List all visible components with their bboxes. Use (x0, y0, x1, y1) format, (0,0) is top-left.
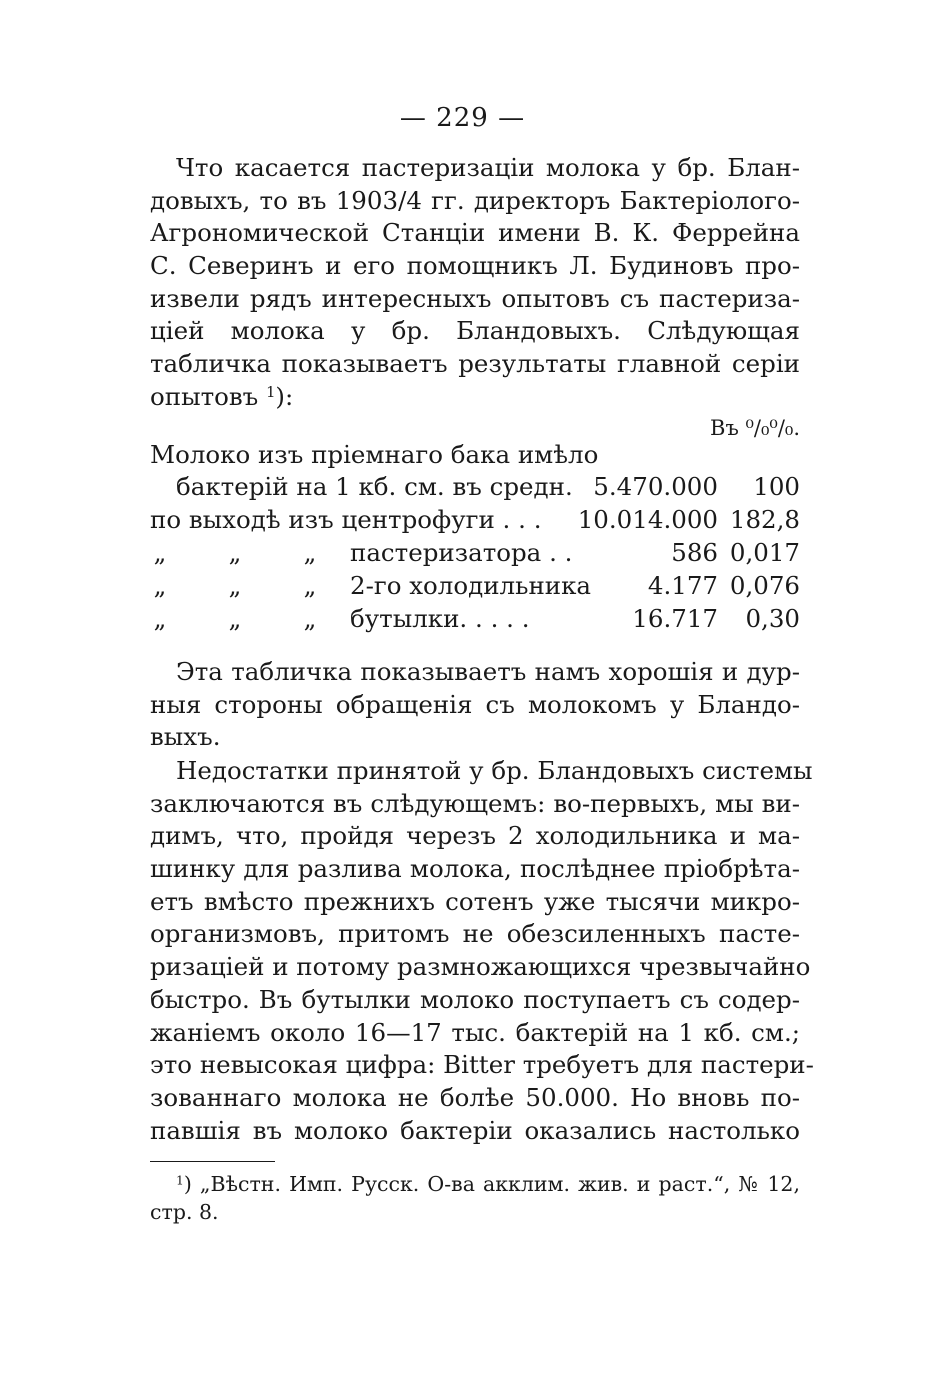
table-row (150, 604, 800, 636)
text-line: ризаціей и потому размножающихся чрезвычайно (150, 952, 811, 982)
footnote-line (150, 1170, 800, 1198)
bacteria-count: 586 (671, 538, 718, 567)
percent-value: 0,017 (729, 538, 800, 567)
ditto-mark: „ (303, 538, 317, 567)
text-fragment: ): (275, 381, 294, 411)
text-fragment: опытовъ (150, 381, 259, 411)
text-line: организмовъ, притомъ не обезсиленныхъ пасте- (150, 919, 800, 949)
bacteria-count: 5.470.000 (593, 472, 718, 501)
row-label: по выходѣ изъ центрофуги . . . (150, 505, 542, 534)
percent-value: 0,30 (745, 604, 800, 633)
row-label: пастеризатора . . (350, 538, 573, 567)
text-line: шинку для разлива молока, послѣднее пріобрѣта- (150, 854, 800, 884)
text-line: извели рядъ интересныхъ опытовъ съ пастериза- (150, 283, 800, 313)
row-label: бутылки. . . . . (350, 604, 530, 633)
ditto-mark: „ (303, 571, 317, 600)
row-label: бактерій на 1 кб. см. въ средн. (176, 472, 573, 501)
percent-value: 182,8 (729, 505, 800, 534)
text-line: павшія въ молоко бактеріи оказались настолько (150, 1115, 800, 1145)
text-line: заключаются въ слѣдующемъ: во-первыхъ, мы ви- (150, 788, 800, 818)
text-line: довыхъ, то въ 1903/4 гг. директоръ Бактеріолого- (150, 185, 800, 215)
text-line: С. Северинъ и его помощникъ Л. Будиновъ про- (150, 251, 800, 281)
footnote-line: стр. 8. (150, 1200, 219, 1224)
bacteria-count: 16.717 (632, 604, 718, 633)
ditto-mark: „ (153, 571, 167, 600)
table-unit-label: Въ ⁰/₀⁰/₀. (710, 416, 800, 440)
bacteria-count: 4.177 (647, 571, 718, 600)
page-number: — 229 — (399, 103, 526, 133)
footnote-reference: 1 (266, 383, 276, 401)
text-line: это невысокая цифра: Bitter требуетъ для пастери- (150, 1050, 814, 1080)
text-line: Агрономической Станціи имени В. К. Феррейна (150, 218, 800, 248)
percent-value: 100 (753, 472, 800, 501)
text-line: етъ вмѣсто прежнихъ сотенъ уже тысячи микро- (150, 886, 800, 916)
ditto-mark: „ (153, 604, 167, 633)
text-line (150, 381, 800, 414)
footnote-divider (150, 1161, 275, 1162)
percent-value: 0,076 (729, 571, 800, 600)
table-row (150, 505, 800, 537)
text-line: Эта табличка показываетъ намъ хорошія и дур- (176, 657, 800, 686)
ditto-mark: „ (303, 604, 317, 633)
table-row (150, 571, 800, 603)
text-line: быстро. Въ бутылки молоко поступаетъ съ содер- (150, 984, 800, 1014)
text-line: Что касается пастеризаціи молока у бр. Блан- (176, 153, 800, 182)
ditto-mark: „ (228, 571, 242, 600)
bacteria-count: 10.014.000 (577, 505, 718, 534)
footnote-marker: 1 (176, 1173, 184, 1188)
text-line: выхъ. (150, 722, 221, 752)
text-line: зованнаго молока не болѣе 50.000. Но вновь по- (150, 1082, 800, 1112)
table-intro: Молоко изъ пріемнаго бака имѣло (150, 440, 599, 469)
text-line: жаніемъ около 16—17 тыс. бактерій на 1 кб. см.; (150, 1017, 800, 1047)
ditto-mark: „ (153, 538, 167, 567)
text-line: табличка показываетъ результаты главной серіи (150, 349, 800, 379)
text-line: димъ, что, пройдя черезъ 2 холодильника и ма- (150, 821, 800, 851)
paragraph-pasteurization-intro (150, 152, 800, 414)
row-label: 2-го холодильника (350, 571, 592, 600)
paragraph-table-comment (150, 656, 800, 754)
ditto-mark: „ (228, 604, 242, 633)
paragraph-shortcomings (150, 755, 814, 1147)
text-line: ціей молока у бр. Бландовыхъ. Слѣдующая (150, 316, 800, 346)
text-line: ныя стороны обращенія съ молокомъ у Бландо- (150, 689, 800, 719)
ditto-mark: „ (228, 538, 242, 567)
footnote-text: ) „Вѣстн. Имп. Русск. О-ва акклим. жив. и раст.“, № 12, (183, 1172, 800, 1196)
footnote (150, 1170, 800, 1226)
text-line: Недостатки принятой у бр. Бландовыхъ системы (176, 756, 813, 785)
table-row (150, 538, 800, 570)
table-row (150, 472, 800, 504)
